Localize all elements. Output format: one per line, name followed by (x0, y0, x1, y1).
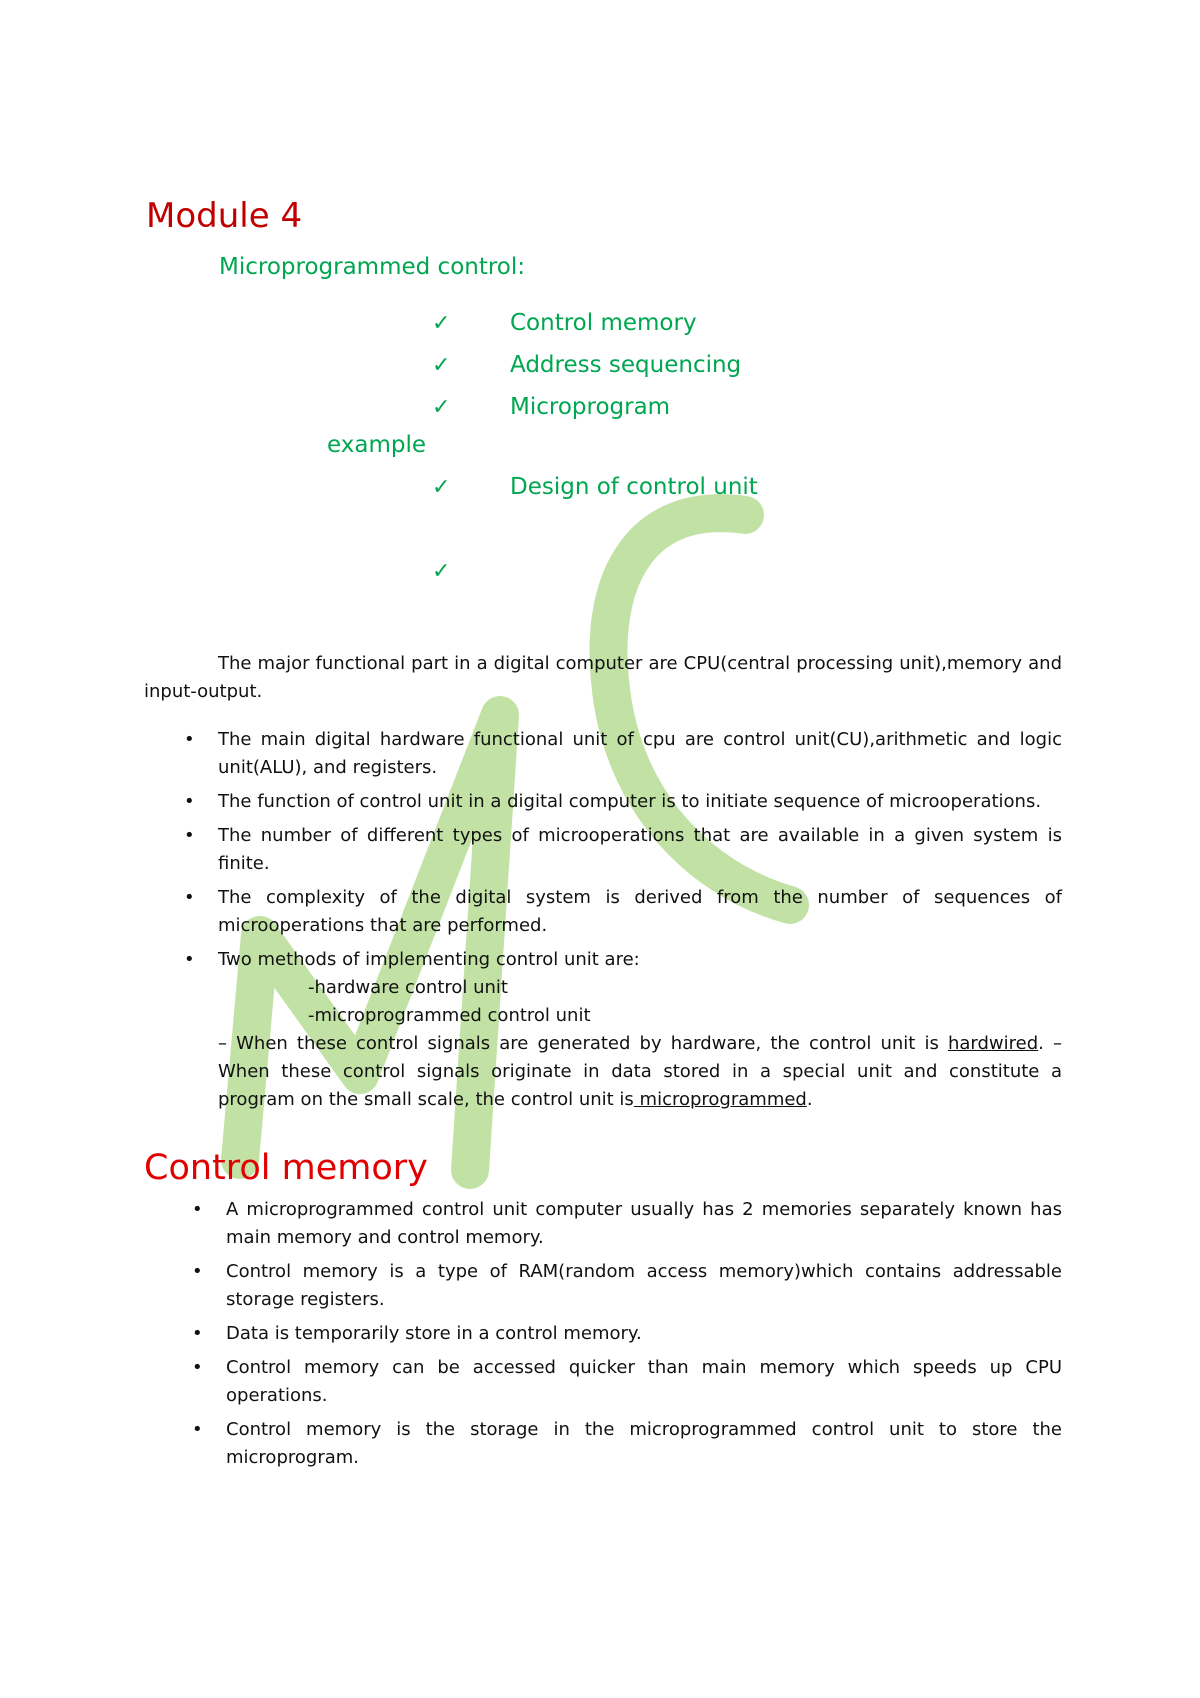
topic-item (432, 352, 741, 378)
term-hardwired: hardwired (947, 1033, 1039, 1054)
method-hardware: -hardware control unit (308, 977, 508, 998)
bullet-icon: • (192, 1323, 203, 1344)
bullet-icon: • (192, 1199, 203, 1220)
checkmark-icon: ✓ (432, 475, 451, 500)
bullet-icon: • (192, 1357, 203, 1378)
term-microprogrammed: microprogrammed (633, 1089, 807, 1110)
topic-label: Address sequencing (510, 352, 742, 378)
method-microprogrammed: -microprogrammed control unit (308, 1005, 591, 1026)
checkmark-icon: ✓ (432, 311, 451, 336)
module-title: Module 4 (146, 196, 303, 236)
list-item: • Control memory is a type of RAM(random access memory)which contains addressable storage registers. (188, 1258, 1062, 1314)
bullet-icon: • (184, 729, 195, 750)
topic-item (432, 394, 670, 420)
bullet-list-overview (180, 726, 1062, 1120)
intro-paragraph: The major functional part in a digital computer are CPU(central processing unit),memory and input-output. (144, 653, 1062, 702)
checkmark-icon: ✓ (432, 558, 451, 583)
subtitle: Microprogrammed control: (219, 254, 526, 280)
list-item: • The number of different types of microoperations that are available in a given system is finite. (180, 822, 1062, 878)
bullet-icon: • (184, 825, 195, 846)
list-item: • Data is temporarily store in a control memory. (188, 1320, 1062, 1348)
topic-label: Design of control unit (510, 474, 758, 500)
topic-item (432, 474, 758, 500)
bullet-icon: • (184, 791, 195, 812)
checkmark-icon: ✓ (432, 395, 451, 420)
list-item: • Control memory is the storage in the microprogrammed control unit to store the microprogram. (188, 1416, 1062, 1472)
bullet-icon: • (192, 1261, 203, 1282)
topic-item (432, 310, 697, 336)
list-item: • Two methods of implementing control unit are: -hardware control unit -microprogrammed control unit – When these control signals are generated by hardware, the control unit is hardwired. – When these control signals originate in data stored in a special unit and constitute a program on the small scale, the control unit is microprogrammed. (180, 946, 1062, 1114)
bullet-icon: • (184, 887, 195, 908)
section-title-control-memory: Control memory (144, 1148, 428, 1188)
list-item: • The main digital hardware functional unit of cpu are control unit(CU),arithmetic and logic unit(ALU), and registers. (180, 726, 1062, 782)
list-item: • The function of control unit in a digital computer is to initiate sequence of microoperations. (180, 788, 1062, 816)
bullet-icon: • (184, 949, 195, 970)
list-item: • The complexity of the digital system is derived from the number of sequences of microoperations that are performed. (180, 884, 1062, 940)
bullet-icon: • (192, 1419, 203, 1440)
checkmark-icon: ✓ (432, 353, 451, 378)
topic-label: Control memory (510, 310, 697, 336)
topic-label: Microprogram (510, 394, 671, 420)
list-item: • Control memory can be accessed quicker than main memory which speeds up CPU operations. (188, 1354, 1062, 1410)
list-item: • A microprogrammed control unit computer usually has 2 memories separately known has main memory and control memory. (188, 1196, 1062, 1252)
bullet-list-control-memory (188, 1196, 1062, 1478)
topic-label-continuation: example (327, 432, 426, 458)
hardwired-explanation: – When these control signals are generated by hardware, the control unit is hardwired. – When these control signals originate in data stored in a special unit and constitute a program on the small scale, the control unit is microprogrammed. (218, 1033, 1062, 1110)
